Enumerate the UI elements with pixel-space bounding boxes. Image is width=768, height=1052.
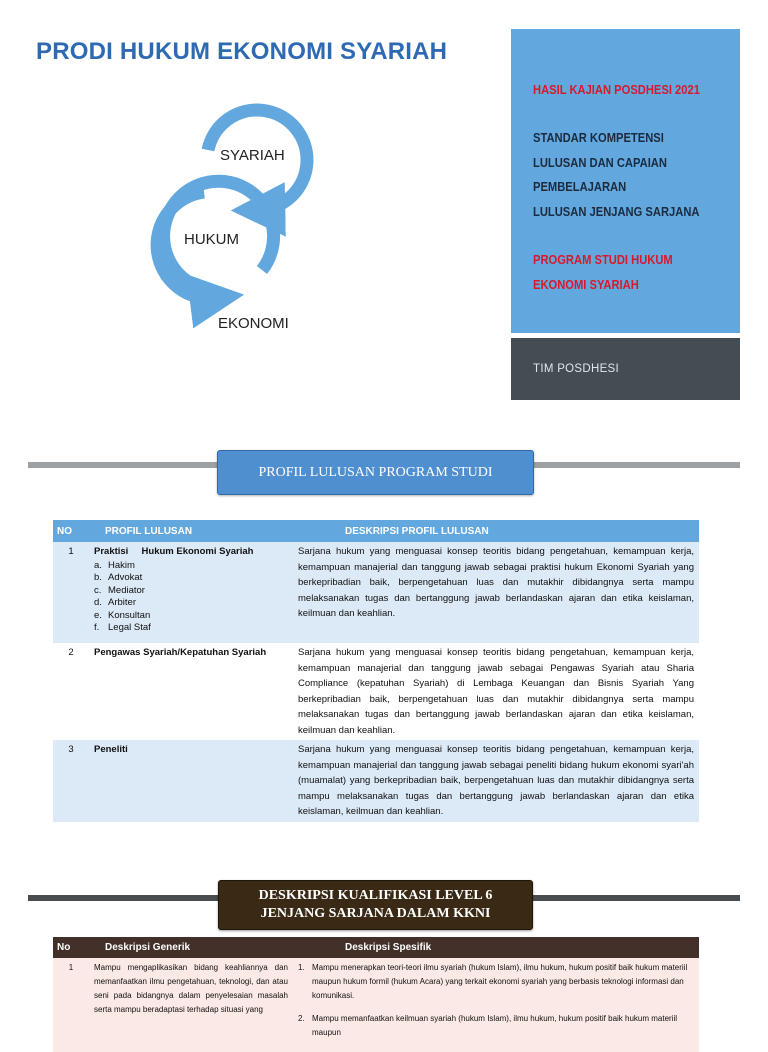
profil-banner: PROFIL LULUSAN PROGRAM STUDI (217, 450, 534, 495)
col-header-desc: DESKRIPSI PROFIL LULUSAN (293, 520, 699, 542)
list-marker: d. (94, 597, 102, 608)
col-header-spesifik: Deskripsi Spesifik (293, 937, 699, 958)
list-item (298, 961, 694, 1003)
cycle-label-syariah: SYARIAH (220, 147, 285, 164)
list-item (94, 560, 288, 573)
list-item (94, 610, 288, 623)
list-marker: f. (94, 622, 100, 633)
row-desc: Sarjana hukum yang menguasai konsep teoritis bidang pengetahuan, kemampuan kerja, kemampuan manajerial dan tanggung jawab sebagai Pengawas Syariah atau Sharia Compliance (kepatuhan Syariah) di Lembaga Keuangan dan Bisnis Syariah Yang berkepribadian baik, berpengetahuan luas dan mutakhir dibidangnya serta mampu melaksanakan tugas dan bertanggung jawab berlandaskan ajaran dan etika keislaman, keilmuan dan keahlian. (293, 643, 699, 740)
row-profil (89, 643, 293, 740)
syariah-hukum-ekonomi-cycle (150, 100, 360, 400)
row-profil-title (94, 546, 253, 557)
banner-divider (28, 895, 219, 901)
list-text: Advokat (108, 572, 143, 583)
cycle-label-ekonomi: EKONOMI (218, 315, 289, 332)
list-text: Mampu memanfaatkan keilmuan syariah (hukum Islam), ilmu hukum, hukum positif baik hukum materiil maupun (312, 1014, 678, 1037)
list-marker: b. (94, 572, 102, 583)
list-marker: 1. (298, 963, 305, 972)
row-desc: Sarjana hukum yang menguasai konsep teoritis bidang pengetahuan, kemampuan kerja, kemampuan manajerial dan tanggung jawab sebagai peneliti bidang hukum ekonomi syari'ah (muamalat) yang berkepribadian baik, berpengetahuan luas dan mutakhir dibidangnya serta mampu melaksanakan tugas dan bertanggung jawab berlandaskan ajaran dan etika keislaman, keilmuan dan keahlian. (293, 740, 699, 822)
panel-standard-text (533, 126, 699, 224)
row-no: 1 (53, 542, 89, 643)
profil-table (53, 520, 699, 822)
kkni-banner-line: DESKRIPSI KUALIFIKASI LEVEL 6 (258, 888, 493, 903)
list-marker: c. (94, 584, 102, 596)
list-item (94, 572, 288, 585)
list-text: Arbiter (108, 597, 136, 608)
list-text: Mediator (108, 584, 145, 596)
spesifik-list (298, 961, 694, 1040)
row-desc: Sarjana hukum yang menguasai konsep teoritis bidang pengetahuan, kemampuan kerja, kemampuan manajerial dan tanggung jawab sebagai praktisi hukum Ekonomi Syariah yang berkepribadian baik, berpengetahuan luas dan mutakhir dibidangnya serta mampu melaksanakan tugas dan bertanggung jawab berlandaskan ajaran dan etika keislaman, keilmuan dan keahlian. (293, 542, 699, 643)
panel-heading: HASIL KAJIAN POSDHESI 2021 (533, 82, 700, 97)
list-item (94, 585, 288, 598)
list-text: Konsultan (108, 609, 151, 621)
row-profil-title: Peneliti (94, 744, 128, 755)
list-item (94, 597, 288, 610)
col-header-generik: Deskripsi Generik (89, 937, 293, 958)
panel-standard-line: PEMBELAJARAN (533, 179, 627, 194)
kkni-banner (218, 880, 533, 930)
list-marker: e. (94, 609, 102, 621)
banner-divider (28, 462, 218, 468)
row-spesifik (293, 958, 699, 1052)
kkni-table (53, 937, 699, 1052)
page-title: PRODI HUKUM EKONOMI SYARIAH (36, 38, 448, 65)
list-marker: a. (94, 559, 102, 571)
panel-standard-line: LULUSAN DAN CAPAIAN (533, 154, 667, 170)
cycle-label-hukum: HUKUM (184, 231, 239, 248)
panel-program-text (533, 248, 673, 297)
row-no: 2 (53, 643, 89, 740)
col-header-profil: PROFIL LULUSAN (89, 520, 293, 542)
table-row (53, 958, 699, 1052)
team-label: TIM POSDHESI (533, 363, 620, 375)
list-text: Legal Staf (108, 622, 151, 633)
row-profil-title-b: Hukum Ekonomi Syariah (141, 546, 254, 557)
row-profil (89, 542, 293, 643)
row-no: 1 (53, 958, 89, 1052)
list-text: Mampu menerapkan teori-teori ilmu syariah (hukum Islam), ilmu hukum, hukum positif baik hukum materiil maupun hukum formil (hukum Acara) yang terkait ekonomi syariah yang berbasis teknologi informasi dan komunikasi. (312, 963, 688, 1000)
table-row (53, 643, 699, 740)
list-item (298, 1012, 694, 1040)
row-profil (89, 740, 293, 822)
panel-program-line: PROGRAM STUDI HUKUM (533, 252, 673, 267)
table-row (53, 740, 699, 822)
banner-divider (531, 895, 740, 901)
list-item (94, 622, 288, 635)
col-header-no: NO (53, 520, 89, 542)
col-header-no: No (53, 937, 89, 958)
panel-standard-line: STANDAR KOMPETENSI (533, 130, 664, 145)
panel-program-line: EKONOMI SYARIAH (533, 276, 639, 292)
banner-divider (532, 462, 740, 468)
row-profil-title: Pengawas Syariah/Kepatuhan Syariah (94, 647, 267, 658)
row-no: 3 (53, 740, 89, 822)
row-profil-title-a: Praktisi (94, 546, 129, 557)
table-row (53, 542, 699, 643)
list-text: Hakim (108, 559, 135, 571)
profil-sub-list (94, 560, 288, 635)
row-generik: Mampu mengaplikasikan bidang keahliannya dan memanfaatkan ilmu pengetahuan, teknologi, dan atau seni pada bidangnya dalam penyelesaian masalah serta mampu beradaptasi terhadap situasi yang (89, 958, 293, 1052)
kkni-banner-line: JENJANG SARJANA DALAM KKNI (260, 906, 491, 921)
panel-standard-line: LULUSAN JENJANG SARJANA (533, 203, 700, 219)
list-marker: 2. (298, 1014, 305, 1023)
